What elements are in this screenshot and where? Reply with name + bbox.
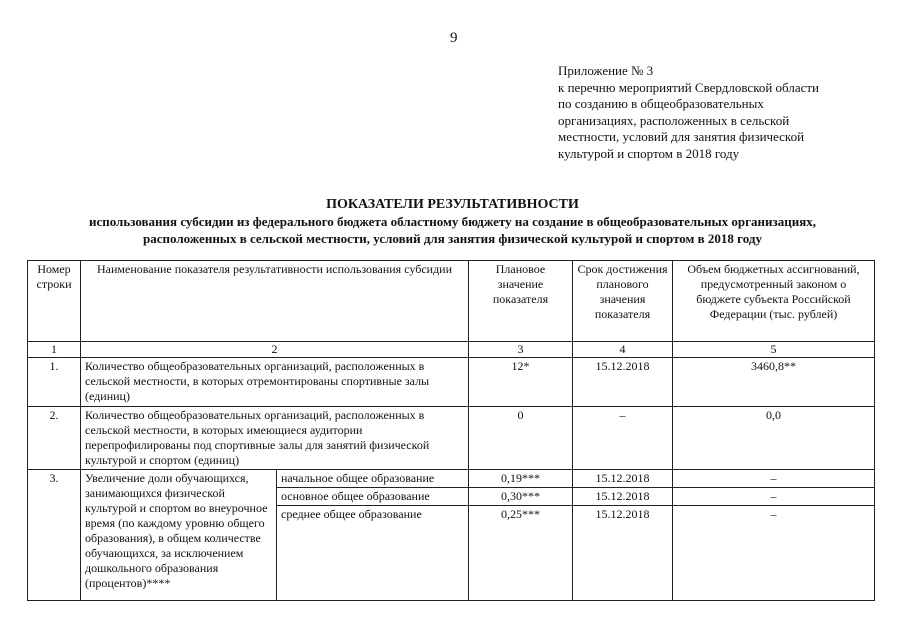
deadline: 15.12.2018 bbox=[573, 358, 673, 407]
appendix-line: Приложение № 3 bbox=[558, 63, 654, 78]
title-main: ПОКАЗАТЕЛИ РЕЗУЛЬТАТИВНОСТИ bbox=[326, 197, 579, 212]
table-row bbox=[28, 358, 875, 407]
row-number: 1. bbox=[28, 358, 81, 407]
header-cell: Объем бюджетных ассигнований, предусмотренный законом о бюджете субъекта Российской Федерации (тыс. рублей) bbox=[673, 261, 875, 342]
education-level: основное общее образование bbox=[277, 488, 469, 506]
plan-value: 0,25*** bbox=[469, 506, 573, 601]
appendix-line: культурой и спортом в 2018 году bbox=[558, 145, 740, 161]
page-number: 9 bbox=[450, 30, 458, 46]
table-header-row bbox=[28, 261, 875, 342]
table-row bbox=[28, 470, 875, 488]
budget-value: 3460,8** bbox=[673, 358, 875, 407]
deadline: – bbox=[573, 407, 673, 470]
budget-value: – bbox=[673, 506, 875, 601]
appendix-line: местности, условий для занятия физической bbox=[558, 129, 805, 144]
plan-value: 0,30*** bbox=[469, 488, 573, 506]
column-number: 3 bbox=[469, 342, 573, 358]
deadline: 15.12.2018 bbox=[573, 506, 673, 601]
appendix-note bbox=[558, 63, 878, 162]
education-level: начальное общее образование bbox=[277, 470, 469, 488]
appendix-line: по созданию в общеобразовательных bbox=[558, 96, 764, 111]
indicator-name: Количество общеобразовательных организаций, расположенных в сельской местности, в которых имеющиеся аудитории перепрофилированы под спортивные залы для занятий физической культурой и спортом (единиц) bbox=[81, 407, 469, 470]
header-cell: Плановое значение показателя bbox=[469, 261, 573, 342]
indicators-table bbox=[27, 260, 875, 601]
column-number-row bbox=[28, 342, 875, 358]
document-title bbox=[0, 196, 905, 247]
column-number: 1 bbox=[28, 342, 81, 358]
indicator-name: Увеличение доли обучающихся, занимающихся физической культурой и спортом во внеурочное время (по каждому уровню общего образования), в общем количестве обучающихся, за исключением дошкольного образования (процентов)**** bbox=[81, 470, 277, 601]
plan-value: 12* bbox=[469, 358, 573, 407]
header-cell: Срок достижения планового значения показателя bbox=[573, 261, 673, 342]
title-line: расположенных в сельской местности, условий для занятия физической культурой и спортом в 2018 году bbox=[143, 231, 762, 246]
header-cell: Номер строки bbox=[28, 261, 81, 342]
budget-value: – bbox=[673, 470, 875, 488]
education-level: среднее общее образование bbox=[277, 506, 469, 601]
column-number: 2 bbox=[81, 342, 469, 358]
title-line: использования субсидии из федерального бюджета областному бюджету на создание в общеобразовательных организациях, bbox=[88, 214, 817, 229]
appendix-line: к перечню мероприятий Свердловской области bbox=[558, 79, 820, 95]
appendix-line: организациях, расположенных в сельской bbox=[558, 112, 790, 128]
budget-value: – bbox=[673, 488, 875, 506]
row-number: 3. bbox=[28, 470, 81, 601]
column-number: 5 bbox=[673, 342, 875, 358]
deadline: 15.12.2018 bbox=[573, 470, 673, 488]
table-row bbox=[28, 407, 875, 470]
deadline: 15.12.2018 bbox=[573, 488, 673, 506]
header-cell: Наименование показателя результативности использования субсидии bbox=[81, 261, 469, 342]
column-number: 4 bbox=[573, 342, 673, 358]
plan-value: 0,19*** bbox=[469, 470, 573, 488]
budget-value: 0,0 bbox=[673, 407, 875, 470]
plan-value: 0 bbox=[469, 407, 573, 470]
row-number: 2. bbox=[28, 407, 81, 470]
indicator-name: Количество общеобразовательных организаций, расположенных в сельской местности, в которых отремонтированы спортивные залы (единиц) bbox=[81, 358, 469, 407]
